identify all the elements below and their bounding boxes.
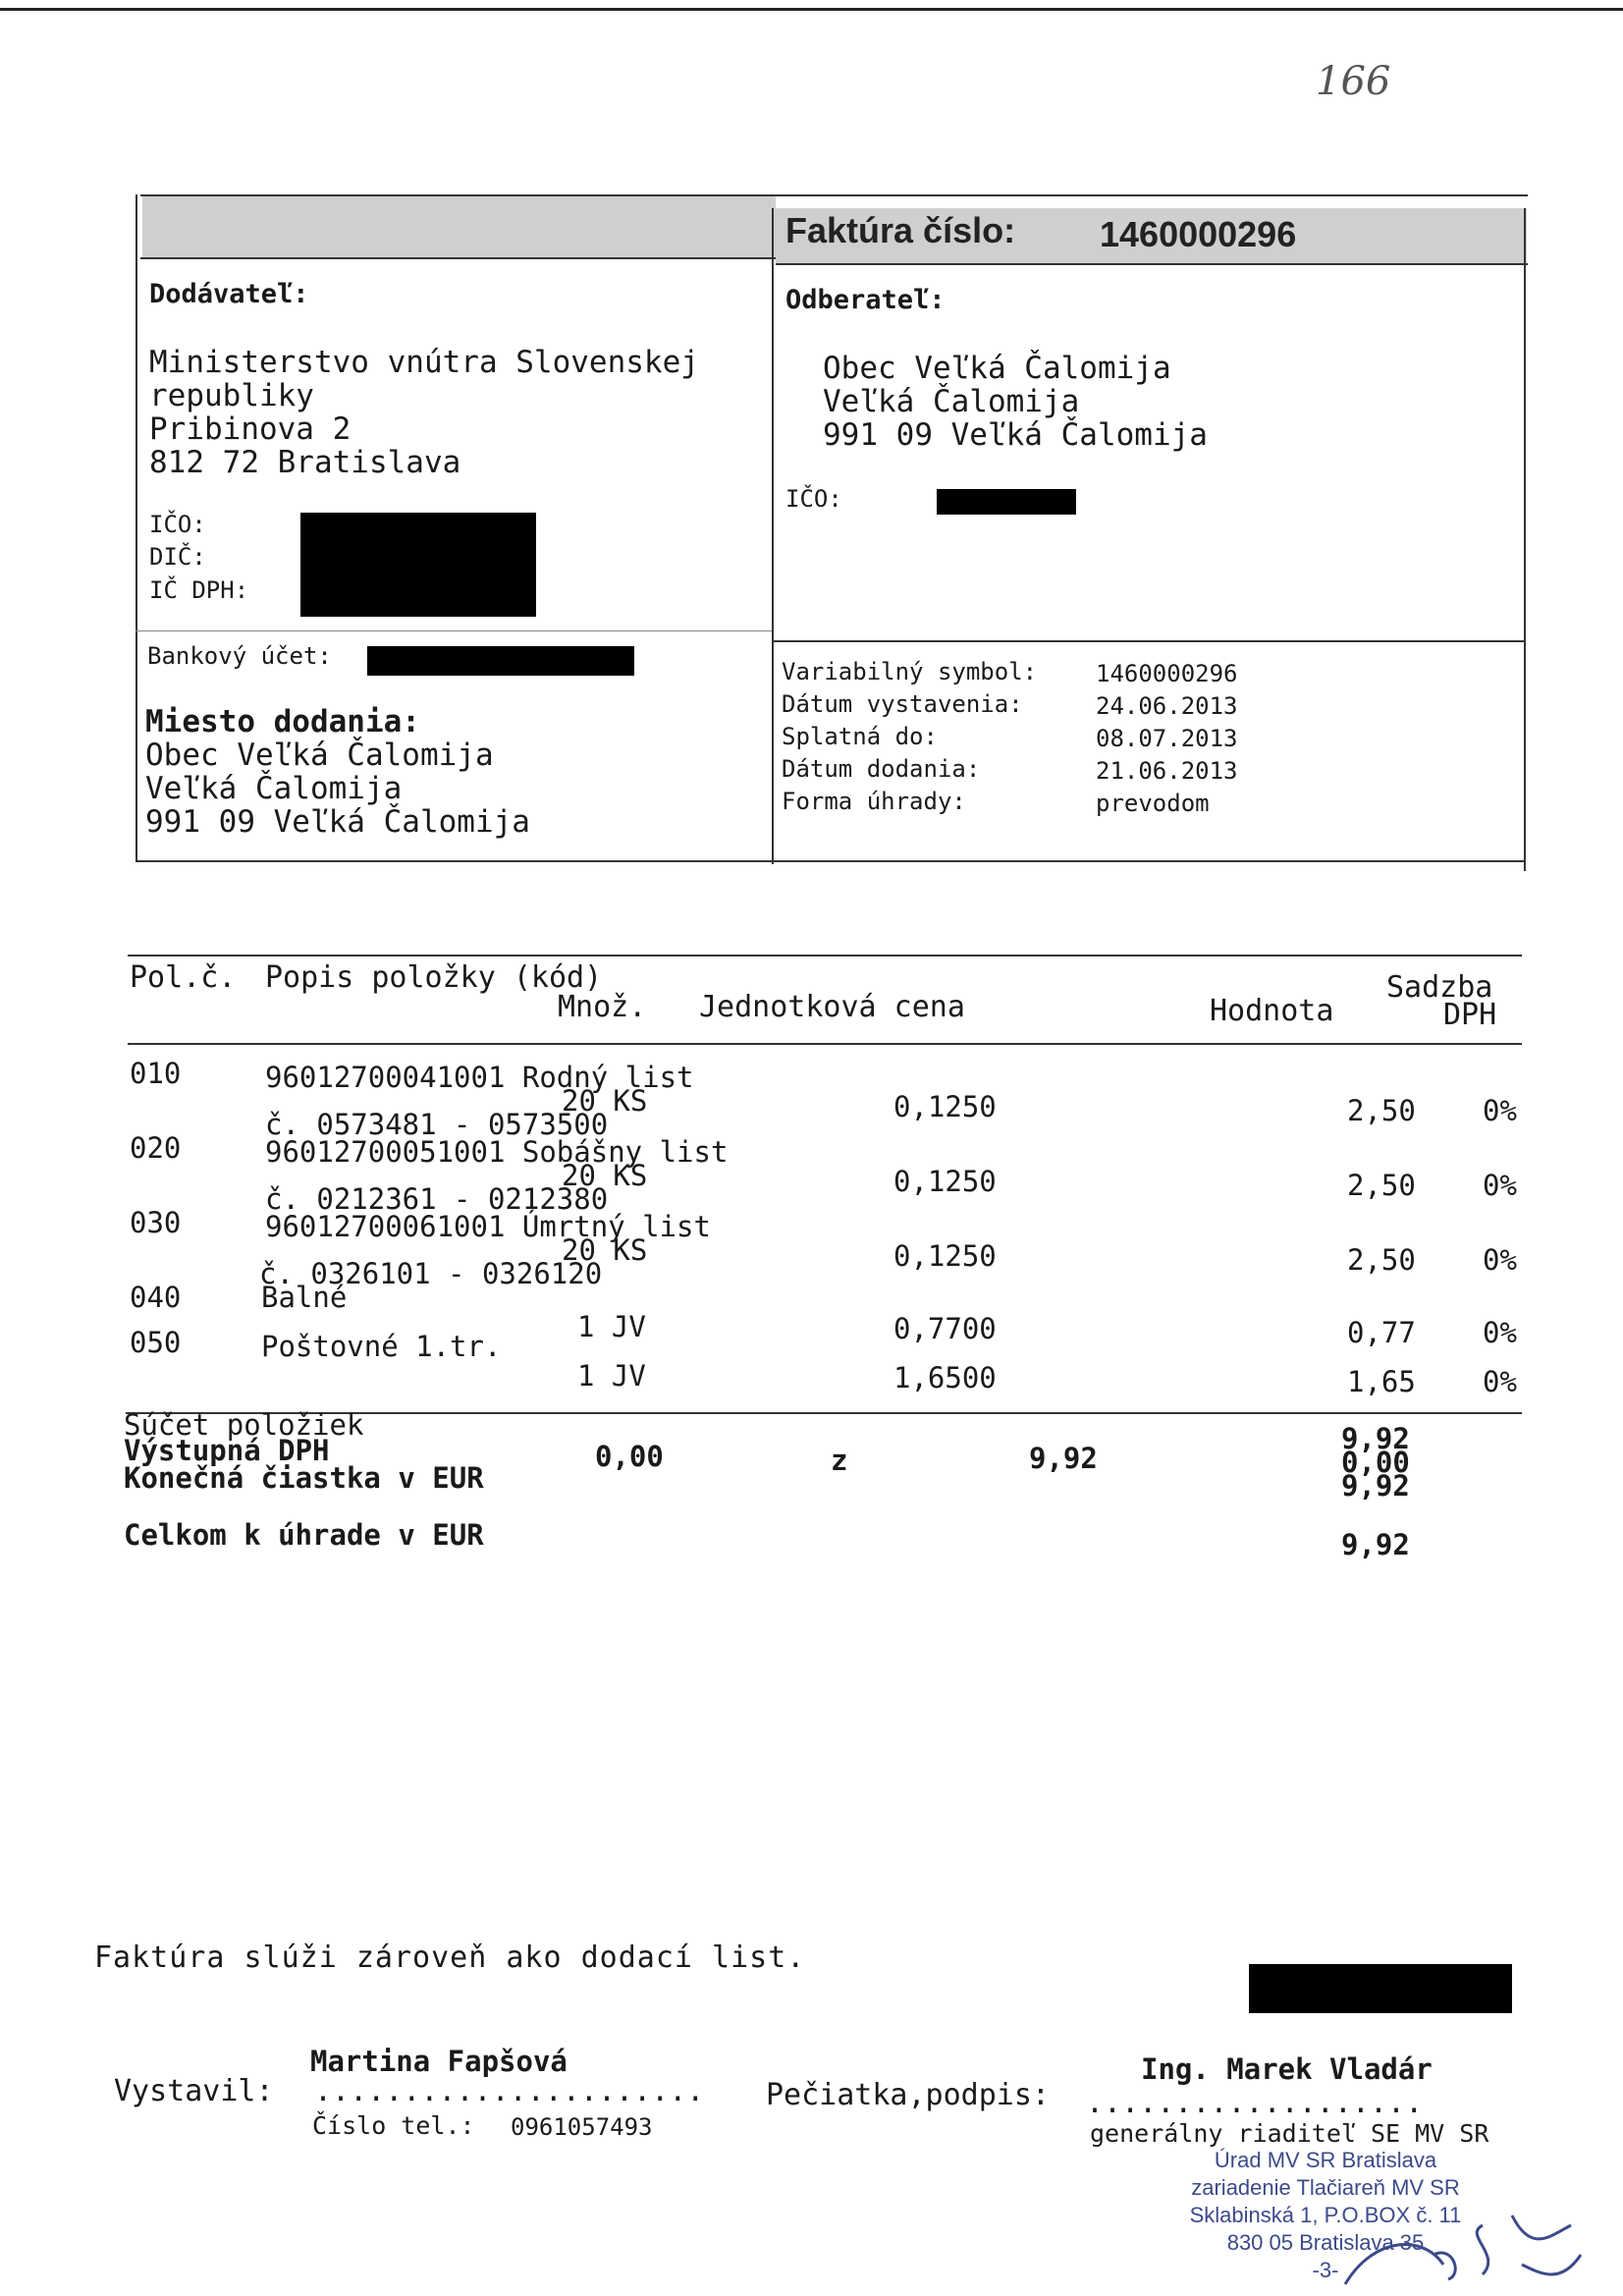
row-qty: 1 JV <box>577 1359 646 1393</box>
row-vat: 0% <box>1483 1316 1517 1349</box>
signer-name: Ing. Marek Vladár <box>1141 2052 1433 2086</box>
delivery-date-label: Dátum dodania: <box>782 755 981 783</box>
due-date-label: Splatná do: <box>782 723 938 750</box>
row-pol: 030 <box>130 1206 182 1239</box>
row-value: 1,65 <box>1347 1365 1416 1398</box>
final-label: Konečná čiastka v EUR <box>124 1461 484 1495</box>
supplier-city: 812 72 Bratislava <box>149 445 461 480</box>
sum-value: 9,92 <box>1341 1422 1410 1455</box>
sum-label: Súčet položiek <box>124 1408 364 1442</box>
supplier-bank-divider <box>135 630 772 631</box>
row-desc: 96012700051001 Sobášny list <box>265 1135 729 1169</box>
var-symbol: 1460000296 <box>1096 660 1238 687</box>
col-header-pol: Pol.č. <box>130 960 237 995</box>
stamp-line3: Sklabinská 1, P.O.BOX č. 11 <box>1189 2203 1462 2227</box>
signer-title: generálny riaditeľ SE MV SR <box>1090 2119 1489 2148</box>
delivery-date: 21.06.2013 <box>1096 757 1238 785</box>
redacted-supplier-ids <box>300 513 536 617</box>
row-desc: 96012700041001 Rodný list <box>265 1061 694 1094</box>
total-value: 9,92 <box>1341 1528 1410 1561</box>
col-header-vat-2: DPH <box>1443 998 1497 1032</box>
col-header-unit: Jednotková cena <box>699 990 965 1024</box>
customer-label: Odberateľ: <box>785 285 946 315</box>
scan-top-edge <box>0 8 1623 11</box>
frame-left-line <box>135 194 137 862</box>
supplier-bank-label: Bankový účet: <box>147 642 332 670</box>
row-range: č. 0212361 - 0212380 <box>265 1182 609 1216</box>
row-vat: 0% <box>1483 1243 1517 1277</box>
redacted-customer-ico <box>937 489 1076 515</box>
vat-from: z <box>831 1444 848 1477</box>
stamp-line1: Úrad MV SR Bratislava <box>1214 2148 1437 2172</box>
row-value: 2,50 <box>1347 1094 1416 1127</box>
header-gray-band-left <box>142 196 776 257</box>
issued-name: Martina Fapšová <box>310 2045 568 2078</box>
issue-date: 24.06.2013 <box>1096 692 1238 720</box>
customer-ico-label: IČO: <box>785 485 842 513</box>
vat-amount: 0,00 <box>595 1440 664 1473</box>
col-header-value: Hodnota <box>1210 994 1334 1028</box>
row-vat: 0% <box>1483 1365 1517 1398</box>
delivery-line2: Veľká Čalomija <box>145 771 403 806</box>
supplier-label: Dodávateľ: <box>149 279 309 309</box>
customer-line1: Obec Veľká Čalomija <box>823 351 1171 386</box>
row-pol: 010 <box>130 1057 182 1090</box>
vat-label: Výstupná DPH <box>124 1434 330 1467</box>
row-desc: 96012700061001 Úmrtný list <box>265 1210 711 1243</box>
supplier-icdph-label: IČ DPH: <box>149 576 249 604</box>
supplier-ico-label: IČO: <box>149 511 206 538</box>
stamp-label: Pečiatka,podpis: <box>766 2078 1050 2112</box>
invoice-number-label: Faktúra číslo: <box>785 210 1016 250</box>
row-qty: 20 KS <box>562 1084 648 1118</box>
frame-top-line <box>140 194 1528 196</box>
row-unit: 0,7700 <box>893 1312 997 1345</box>
due-date: 08.07.2013 <box>1096 725 1238 752</box>
table-top-rule <box>128 955 1522 957</box>
row-unit: 0,1250 <box>893 1165 997 1198</box>
stamp-line5: -3- <box>1312 2258 1339 2282</box>
col-header-desc: Popis položky (kód) <box>265 960 603 995</box>
stamp-line2: zariadenie Tlačiareň MV SR <box>1191 2175 1460 2200</box>
invoice-number: 1460000296 <box>1100 214 1297 254</box>
customer-payment-divider <box>772 640 1526 642</box>
row-pol: 050 <box>130 1326 182 1359</box>
row-desc: Poštovné 1.tr. <box>261 1330 502 1363</box>
footer-note: Faktúra slúži zároveň ako dodací list. <box>94 1941 806 1975</box>
var-symbol-label: Variabilný symbol: <box>782 658 1038 685</box>
frame-bottom-line <box>135 860 1526 862</box>
signer-dots: ................... <box>1086 2086 1424 2120</box>
row-qty: 20 KS <box>562 1233 648 1267</box>
phone-number: 0961057493 <box>511 2113 653 2141</box>
row-value: 2,50 <box>1347 1243 1416 1277</box>
issue-date-label: Dátum vystavenia: <box>782 690 1023 718</box>
delivery-line3: 991 09 Veľká Čalomija <box>145 804 530 840</box>
vat-value: 0,00 <box>1341 1446 1410 1479</box>
payment-method-label: Forma úhrady: <box>782 788 966 815</box>
delivery-line1: Obec Veľká Čalomija <box>145 738 494 773</box>
row-range: č. 0573481 - 0573500 <box>265 1108 609 1141</box>
final-value: 9,92 <box>1341 1469 1410 1503</box>
phone-label: Číslo tel.: <box>312 2111 475 2140</box>
handwritten-signature <box>1335 2196 1591 2294</box>
customer-line2: Veľká Čalomija <box>823 384 1080 419</box>
row-pol: 040 <box>130 1281 182 1314</box>
row-unit: 0,1250 <box>893 1239 997 1273</box>
row-value: 2,50 <box>1347 1169 1416 1202</box>
handwritten-page-number: 166 <box>1316 59 1391 104</box>
row-unit: 1,6500 <box>893 1361 997 1394</box>
row-qty: 1 JV <box>577 1310 646 1343</box>
stamp-line4: 830 05 Bratislava 35 <box>1226 2230 1425 2255</box>
row-vat: 0% <box>1483 1094 1517 1127</box>
vat-base: 9,92 <box>1029 1442 1098 1475</box>
row-desc: Balné <box>261 1281 348 1314</box>
redacted-bank-account <box>367 646 634 676</box>
supplier-street: Pribinova 2 <box>149 411 352 447</box>
col-header-qty: Množ. <box>558 990 647 1024</box>
row-qty: 20 KS <box>562 1159 648 1192</box>
row-range: č. 0326101 - 0326120 <box>259 1257 603 1290</box>
frame-mid-line-left <box>140 257 776 259</box>
payment-method: prevodom <box>1096 790 1210 817</box>
row-pol: 020 <box>130 1131 182 1165</box>
row-unit: 0,1250 <box>893 1090 997 1123</box>
supplier-name-line1: Ministerstvo vnútra Slovenskej <box>149 345 699 380</box>
issued-dots: ...................... <box>314 2074 705 2108</box>
delivery-label: Miesto dodania: <box>145 704 420 739</box>
customer-line3: 991 09 Veľká Čalomija <box>823 417 1208 453</box>
frame-mid-line-right <box>776 263 1528 265</box>
frame-center-line <box>772 208 774 864</box>
row-value: 0,77 <box>1347 1316 1416 1349</box>
col-header-vat-1: Sadzba <box>1386 970 1493 1005</box>
issued-label: Vystavil: <box>114 2074 274 2108</box>
total-label: Celkom k úhrade v EUR <box>124 1518 484 1552</box>
supplier-name-line2: republiky <box>149 378 314 413</box>
table-header-rule <box>128 1043 1522 1045</box>
frame-right-line <box>1524 208 1526 871</box>
redacted-signature-area <box>1249 1964 1512 2013</box>
supplier-dic-label: DIČ: <box>149 543 206 571</box>
row-vat: 0% <box>1483 1169 1517 1202</box>
